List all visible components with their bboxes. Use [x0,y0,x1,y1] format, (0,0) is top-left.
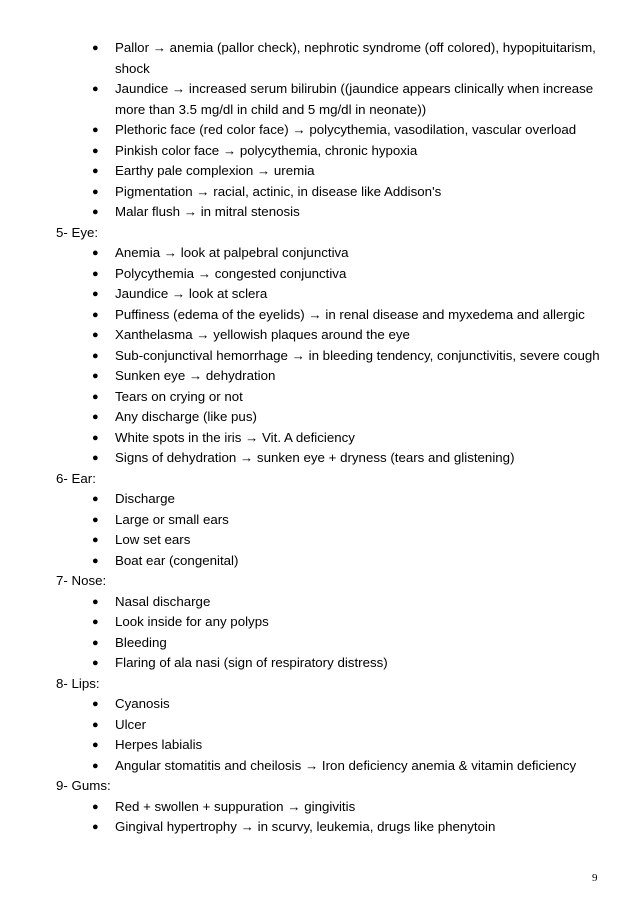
list-item-text: Low set ears [115,532,191,547]
list-item [92,366,616,387]
list-item-text: Jaundice → look at sclera [115,286,268,301]
list-item-text: Signs of dehydration → sunken eye + dryness (tears and glistening) [115,450,515,465]
list-item-text: Pallor → anemia (pallor check), nephrotic syndrome (off colored), hypopituitarism, shock [115,40,596,76]
bullet-icon: ● [92,390,99,403]
list-item [92,797,616,818]
list-item-text: Malar flush → in mitral stenosis [115,204,300,219]
section-heading: 5- Eye: [56,224,99,240]
list-item-text: Jaundice → increased serum bilirubin ((jaundice appears clinically when increase more than 3.5 mg/dl in child and 5 mg/dl in neonate)) [115,81,594,117]
list-item [92,756,616,777]
list-item-text: Large or small ears [115,511,229,527]
section-heading: 8- Lips: [56,675,100,691]
bullet-icon: ● [92,493,99,505]
bullet-icon: ● [92,636,99,649]
list-item [92,325,616,346]
list-item [92,489,616,510]
bullet-icon: ● [92,513,99,526]
list-item-text: Tears on crying or not [115,388,243,404]
bullet-icon: ● [92,718,99,731]
list-item-text: Bleeding [115,634,167,650]
page-content [56,38,616,838]
list-item-text: Any discharge (like pus) [115,409,257,424]
list-item-text: Plethoric face (red color face) → polycythemia, vasodilation, vascular overload [115,122,577,137]
bullet-icon: ● [92,83,99,95]
bullet-icon: ● [92,698,99,710]
list-item-text: Polycythemia → congested conjunctiva [115,265,347,281]
section-heading: 7- Nose: [56,573,107,588]
list-item [92,182,616,203]
bullet-icon: ● [92,800,99,813]
bullet-list [56,694,616,776]
bullet-icon: ● [92,452,99,464]
list-item-text: Sub-conjunctival hemorrhage → in bleeding tendency, conjunctivitis, severe cough [115,347,600,363]
list-item-text: Earthy pale complexion → uremia [115,163,315,178]
bullet-icon: ● [92,42,99,54]
list-item-text: Cyanosis [115,696,170,711]
bullet-icon: ● [92,616,99,628]
list-item-text: Red + swollen + suppuration → gingivitis [115,798,356,814]
list-item [92,428,616,449]
bullet-icon: ● [92,554,99,567]
bullet-icon: ● [92,821,99,833]
list-item-text: Nasal discharge [115,593,211,609]
bullet-list [56,243,616,469]
list-item [92,305,616,326]
list-item [92,264,616,285]
list-item-text: Discharge [115,491,175,506]
bullet-icon: ● [92,657,99,669]
bullet-icon: ● [92,329,99,341]
list-item [92,592,616,613]
bullet-icon: ● [92,349,99,362]
bullet-icon: ● [92,739,99,751]
bullet-list [56,38,616,223]
section-heading: 6- Ear: [56,470,96,486]
list-item [92,243,616,264]
bullet-icon: ● [92,595,99,608]
bullet-icon: ● [92,534,99,546]
list-item-text: Ulcer [115,716,147,732]
list-item [92,120,616,141]
bullet-icon: ● [92,431,99,444]
list-item [92,715,616,736]
list-item [92,510,616,531]
list-item [92,141,616,162]
list-item [92,448,616,469]
bullet-icon: ● [92,759,99,772]
list-item-text: Herpes labialis [115,737,203,752]
list-item-text: Sunken eye → dehydration [115,368,276,383]
page-number: 9 [592,872,598,884]
bullet-icon: ● [92,370,99,382]
bullet-icon: ● [92,144,99,157]
list-item [92,202,616,223]
list-item [92,387,616,408]
list-item-text: Anemia → look at palpebral conjunctiva [115,245,349,260]
list-item-text: Puffiness (edema of the eyelids) → in renal disease and myxedema and allergic [115,306,585,322]
list-item-text: Xanthelasma → yellowish plaques around the eye [115,327,410,342]
section-heading: 9- Gums: [56,778,111,793]
list-item-text: Flaring of ala nasi (sign of respiratory distress) [115,655,388,670]
bullet-list [56,489,616,571]
list-item [92,346,616,367]
bullet-icon: ● [92,206,99,218]
list-item [92,530,616,551]
bullet-list [56,797,616,838]
list-item-text: Look inside for any polyps [115,614,269,629]
bullet-icon: ● [92,267,99,280]
list-item [92,633,616,654]
list-item-text: Boat ear (congenital) [115,552,239,568]
bullet-icon: ● [92,185,99,198]
list-item-text: Gingival hypertrophy → in scurvy, leukemia, drugs like phenytoin [115,819,496,834]
bullet-icon: ● [92,124,99,136]
list-item-text: Pigmentation → racial, actinic, in disease like Addison's [115,183,442,199]
bullet-icon: ● [92,247,99,259]
bullet-icon: ● [92,288,99,300]
list-item [92,694,616,715]
list-item [92,551,616,572]
list-item-text: Angular stomatitis and cheilosis → Iron deficiency anemia & vitamin deficiency [115,757,577,773]
list-item [92,284,616,305]
list-item [92,38,616,79]
list-item [92,735,616,756]
list-item [92,612,616,633]
list-item-text: Pinkish color face → polycythemia, chronic hypoxia [115,142,418,158]
bullet-icon: ● [92,411,99,423]
list-item [92,817,616,838]
list-item-text: White spots in the iris → Vit. A deficiency [115,429,355,445]
bullet-list [56,592,616,674]
list-item [92,161,616,182]
list-item [92,407,616,428]
list-item [92,653,616,674]
bullet-icon: ● [92,165,99,177]
list-item [92,79,616,120]
bullet-icon: ● [92,308,99,321]
